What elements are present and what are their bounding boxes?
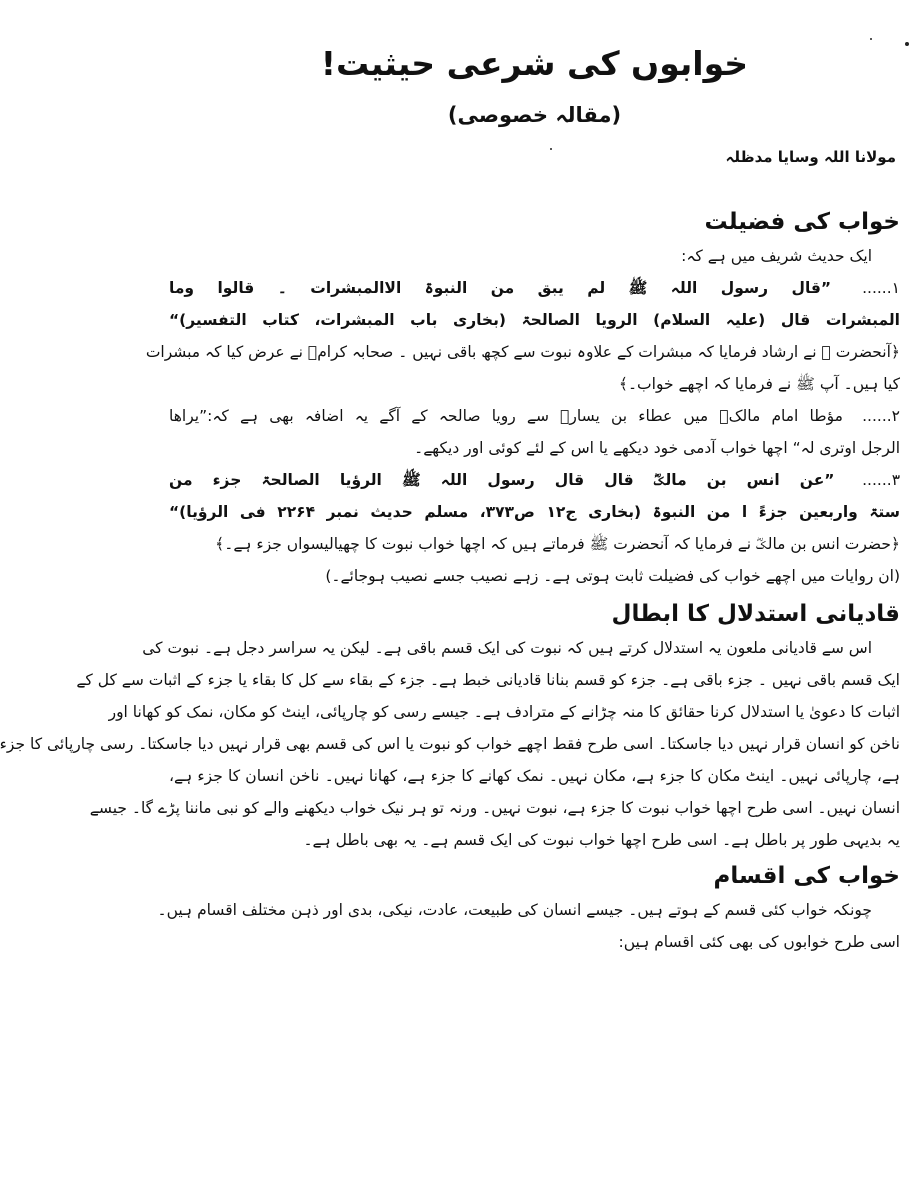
hadith-number: ۲...... [862,407,900,425]
hadith-1-line-1 [169,272,900,304]
page-title: خوابوں کی شرعی حیثیت! [320,44,749,83]
hadith-text: ”عن انس بن مالکؓ قال قال رسول اللہ ﷺ الرؤیا الصالحۃ جزء من [169,471,835,489]
page-subtitle: (مقالہ خصوصی) [447,103,622,127]
scan-speck [905,42,909,46]
hadith-1-translation-1: ﴿آنحضرت ﷺ نے ارشاد فرمایا کہ مبشرات کے علاوہ نبوت سے کچھ باقی نہیں ۔ صحابہ کرامؓ نے عرض کیا کہ مبشرات [145,343,900,361]
ibtal-line: ناخن کو انسان قرار نہیں دیا جاسکتا۔ اسی طرح فقط اچھے خواب کو نبوت یا اس کی قسم بھی قرار نہیں دیا جاسکتا۔ رسی چارپائی کا جزء [0,735,900,753]
author-name: مولانا اللہ وسایا مدظلہ [725,148,896,166]
ibtal-line: ہے، چارپائی نہیں۔ اینٹ مکان کا جزء ہے، مکان نہیں۔ نمک کھانے کا جزء ہے، کھانا نہیں۔ ناخن انسان کا جزء ہے، [169,767,900,785]
hadith-1-line-2: المبشرات قال (علیہ السلام) الرویا الصالحۃ (بخاری باب المبشرات، کتاب التفسیر)“ [169,311,900,329]
scan-speck [870,38,872,40]
scan-speck [550,148,552,150]
hadith-2-line-1 [169,400,900,432]
hadith-2-line-2: الرجل اوتری لہ“ اچھا خواب آدمی خود دیکھے یا اس کے لئے کوئی اور دیکھے۔ [414,439,900,457]
hadith-3-translation: ﴿حضرت انس بن مالکؓ نے فرمایا کہ آنحضرت ﷺ فرماتے ہیں کہ اچھا خواب نبوت کا چھیالیسواں جزء ہے۔﴾ [215,535,900,553]
hadith-1-translation-2: کیا ہیں۔ آپ ﷺ نے فرمایا کہ اچھے خواب۔﴾ [618,375,900,393]
ibtal-line: انسان نہیں۔ اسی طرح اچھا خواب نبوت کا جزء ہے، نبوت نہیں۔ ورنہ تو ہر نیک خواب دیکھنے والے کو نبی ماننا پڑے گا۔ جیسے [89,799,900,817]
hadith-text: مؤطا امام مالکؒ میں عطاء بن یسارؒ سے رویا صالحہ کے آگے یہ اضافہ بھی ہے کہ:”یراھا [169,407,843,425]
section-heading-ibtal: قادیانی استدلال کا ابطال [611,601,900,627]
hadith-text: ”قال رسول اللہ ﷺ لم یبق من النبوۃ الاالمبشرات ۔ قالوا وما [169,279,832,297]
intro-line: ایک حدیث شریف میں ہے کہ: [681,247,872,265]
aqsam-line: چونکہ خواب کئی قسم کے ہوتے ہیں۔ جیسے انسان کی طبیعت، عادت، نیکی، بدی اور ذہن مختلف اقسام ہیں۔ [157,901,872,919]
section-heading-aqsam: خواب کی اقسام [713,863,900,889]
hadith-number: ۱...... [862,279,900,297]
hadith-number: ۳...... [862,471,901,489]
hadith-3-line-1 [169,464,900,496]
aqsam-line: اسی طرح خوابوں کی بھی کئی اقسام ہیں: [618,933,900,951]
fazilat-note: (ان روایات میں اچھے خواب کی فضیلت ثابت ہوتی ہے۔ زہے نصیب جسے نصیب ہوجائے۔) [325,567,900,585]
hadith-3-line-2: ستۃ واربعین جزءً ا من النبوۃ (بخاری ج۱۲ ص۳۷۳، مسلم حدیث نمبر ۲۲۶۴ فی الرؤیا)“ [169,503,901,521]
ibtal-line: اس سے قادیانی ملعون یہ استدلال کرتے ہیں کہ نبوت کی ایک قسم باقی ہے۔ لیکن یہ سراسر دجل ہے۔ نبوت کی [142,639,872,657]
ibtal-line: اثبات کا دعویٰ یا استدلال کرنا حقائق کا منہ چڑانے کے مترادف ہے۔ جیسے رسی کو چارپائی، اینٹ کو مکان، نمک کو کھانا اور [108,703,900,721]
ibtal-line: یہ بدیہی طور پر باطل ہے۔ اسی طرح اچھا خواب نبوت کی ایک قسم ہے۔ یہ بھی باطل ہے۔ [303,831,900,849]
ibtal-line: ایک قسم باقی نہیں ۔ جزء باقی ہے۔ جزء کو قسم بنانا قادیانی خبط ہے۔ جزء کے بقاء سے کل کا بقاء یا جزء کے اثبات سے کل کے [76,671,900,689]
section-heading-fazilat: خواب کی فضیلت [704,209,900,235]
